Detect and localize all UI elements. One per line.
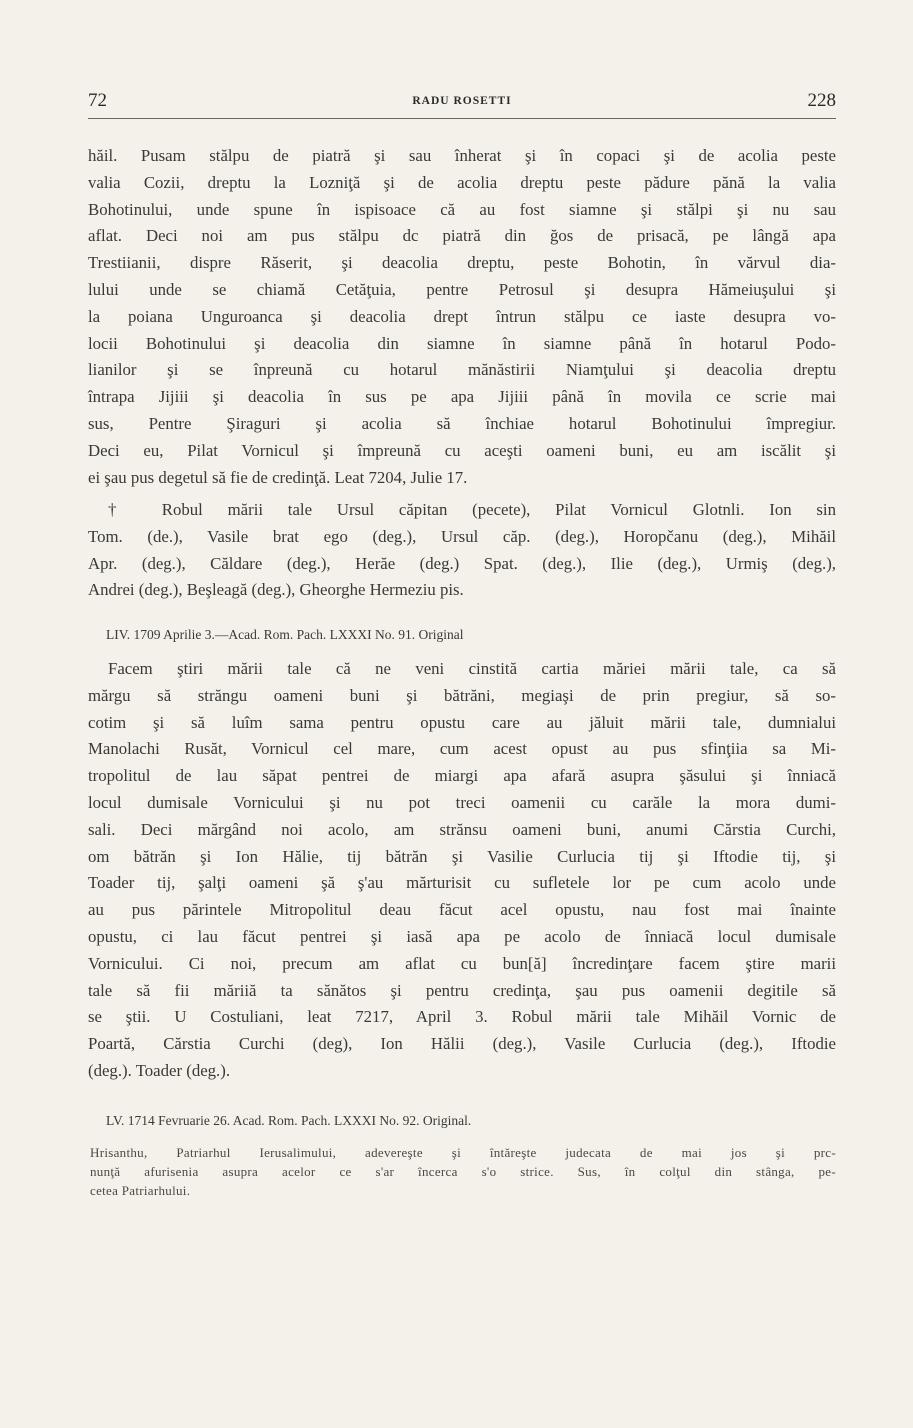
document-heading-liv: LIV. 1709 Aprilie 3.—Acad. Rom. Pach. LXXXI No. 91. Original xyxy=(106,627,464,642)
text-line: se ştii. U Costuliani, leat 7217, April 3. Robul mării tale Mihăil Vornic de xyxy=(88,1007,836,1027)
header-title: RADU ROSETTI xyxy=(412,95,512,107)
text-line: Facem ştiri mării tale că ne veni cinstită cartia măriei mării tale, ca să xyxy=(108,659,836,678)
page-number-left: 72 xyxy=(88,90,107,111)
text-line: la poiana Unguroanca şi deacolia drept întrun stălpu ce iaste desupra vo- xyxy=(88,306,836,326)
document-heading-lv: LV. 1714 Fevruarie 26. Acad. Rom. Pach. LXXXI No. 92. Original. xyxy=(106,1113,472,1128)
text-line: opustu, ci lau făcut pentrei şi iasă apa pe acolo de înniacă locul dumisale xyxy=(88,926,836,946)
text-line: Andrei (deg.), Beşleagă (deg.), Gheorghe Hermeziu pis. xyxy=(88,580,464,600)
text-line: au pus părintele Mitropolitul deau făcut acel opustu, nau fost mai înainte xyxy=(88,900,836,920)
text-line: locul dumisale Vornicului şi nu pot treci oamenii cu carăle la mora dumi- xyxy=(88,792,836,812)
text-line: Trestiianii, dispre Răserit, şi deacolia dreptu, peste Bohotin, în vărvul dia- xyxy=(88,253,836,273)
text-line: locii Bohotinului şi deacolia din siamne în siamne până în hotarul Podo- xyxy=(88,333,836,353)
text-line: (deg.). Toader (deg.). xyxy=(88,1060,231,1080)
text-line: sus, Pentre Şiraguri şi acolia să închiae hotarul Bohotinului împregiur. xyxy=(88,413,836,433)
text-line: lului unde se chiamă Cetăţuia, pentre Petrosul şi desupra Hămeiuşului şi xyxy=(88,279,836,299)
text-line: sali. Deci mărgând noi acolo, am strănsu oameni buni, anumi Cărstia Curchi, xyxy=(88,819,836,839)
text-line: Toader tij, şalţi oameni şă ş'au mărturisit cu sufletele lor pe cum acolo unde xyxy=(88,873,836,893)
text-line: lianilor şi se înpreună cu hotarul mănăstirii Niamţului şi deacolia dreptu xyxy=(88,360,836,380)
text-line: Poartă, Cărstia Curchi (deg), Ion Hălii (deg.), Vasile Curlucia (deg.), Iftodie xyxy=(88,1034,836,1054)
text-line: † Robul mării tale Ursul căpitan (pecete), Pilat Vornicul Glotnli. Ion sin xyxy=(108,500,836,519)
document-summary-lv xyxy=(90,1143,836,1200)
signatures-paragraph xyxy=(88,497,836,604)
text-line: Manolachi Rusăt, Vornicul cel mare, cum acest opust au pus sfinţiia sa Mi- xyxy=(88,739,836,759)
continuation-paragraph xyxy=(88,143,836,491)
document-body-liv xyxy=(88,656,836,1085)
text-line: Apr. (deg.), Căldare (deg.), Herăe (deg.) Spat. (deg.), Ilie (deg.), Urmiş (deg.), xyxy=(88,553,836,573)
text-line: cetea Patriarhului. xyxy=(90,1183,191,1198)
text-line: nunţă afurisenia asupra acelor ce s'ar încerca s'o strice. Sus, în colţul din stânga, pe- xyxy=(90,1164,836,1179)
text-line: Hrisanthu, Patriarhul Ierusalimului, adevereşte şi întăreşte judecata de mai jos şi prc- xyxy=(90,1145,836,1160)
page-number-right: 228 xyxy=(807,90,836,111)
text-line: Vornicului. Ci noi, precum am aflat cu bun[ă] încredinţare facem ştire marii xyxy=(88,953,836,973)
text-line: întrapa Jijiii şi deacolia în sus pe apa Jijiii până în movila ce scrie mai xyxy=(88,387,836,407)
text-line: tale să fii măriiă ta sănătos şi pentru credinţa, şau pus oamenii degitile să xyxy=(88,980,836,1000)
text-line: mărgu să străngu oameni buni şi bătrăni, megiaşi de prin pregiur, să so- xyxy=(88,685,836,705)
text-line: valia Cozii, dreptu la Lozniţă şi de acolia dreptu peste pădure pănă la valia xyxy=(88,172,836,192)
running-header xyxy=(88,88,836,119)
text-line: Deci eu, Pilat Vornicul şi împreună cu aceşti oameni buni, eu am iscălit şi xyxy=(88,440,836,460)
text-line: cotim şi să luîm sama pentru opustu care au jăluit mării tale, dumnialui xyxy=(88,712,836,732)
text-line: Tom. (de.), Vasile brat ego (deg.), Ursul căp. (deg.), Horopčanu (deg.), Mihăil xyxy=(88,526,836,546)
text-line: ei şau pus degetul să fie de credinţă. Leat 7204, Julie 17. xyxy=(88,467,468,487)
text-line: hăil. Pusam stălpu de piatră şi sau înherat şi în copaci şi de acolia peste xyxy=(88,146,836,165)
text-line: aflat. Deci noi am pus stălpu dc piatră din ğos de prisacă, pe lângă apa xyxy=(88,226,836,246)
text-line: tropolitul de lau săpat pentrei de miargi apa afară asupra şăsului şi înniacă xyxy=(88,766,836,786)
text-line: Bohotinului, unde spune în ispisoace că au fost siamne şi stălpi şi nu sau xyxy=(88,199,836,219)
text-line: om bătrăn şi Ion Hălie, tij bătrăn şi Vasilie Curlucia tij şi Iftodie tij, şi xyxy=(88,846,836,866)
